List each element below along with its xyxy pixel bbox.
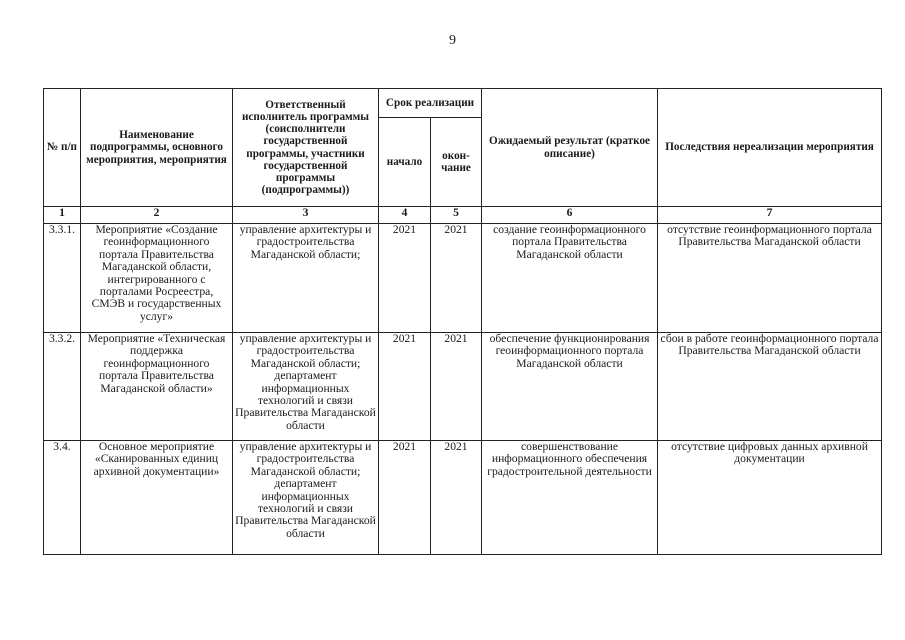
row-end: 2021 — [431, 224, 482, 333]
column-number: 2 — [81, 207, 233, 224]
table-row — [44, 333, 882, 441]
column-number: 5 — [431, 207, 482, 224]
header-col-end: окон-чание — [431, 118, 482, 207]
row-end: 2021 — [431, 333, 482, 441]
table-row — [44, 441, 882, 555]
column-number: 6 — [482, 207, 658, 224]
column-number: 3 — [233, 207, 379, 224]
header-col-number: № п/п — [44, 89, 81, 207]
row-result: обеспечение функционирования геоинформационного портала Магаданской области — [482, 333, 658, 441]
row-consequence: сбои в работе геоинформационного портала Правительства Магаданской области — [658, 333, 882, 441]
header-col-consequence: Последствия нереализации мероприятия — [658, 89, 882, 207]
row-start: 2021 — [379, 333, 431, 441]
row-name: Основное мероприятие «Сканированных единиц архивной документации» — [81, 441, 233, 555]
row-number: 3.3.1. — [44, 224, 81, 333]
row-start: 2021 — [379, 224, 431, 333]
column-number: 4 — [379, 207, 431, 224]
row-start: 2021 — [379, 441, 431, 555]
header-col-result: Ожидаемый результат (краткое описание) — [482, 89, 658, 207]
row-number: 3.4. — [44, 441, 81, 555]
row-result: создание геоинформационного портала Правительства Магаданской области — [482, 224, 658, 333]
header-col-name: Наименование подпрограммы, основного мероприятия, мероприятия — [81, 89, 233, 207]
column-number: 1 — [44, 207, 81, 224]
row-result: совершенствование информационного обеспечения градостроительной деятельности — [482, 441, 658, 555]
table-row — [44, 224, 882, 333]
page-number: 9 — [449, 33, 456, 48]
row-executor: управление архитектуры и градостроительства Магаданской области; — [233, 224, 379, 333]
row-name: Мероприятие «Техническая поддержка геоинформационного портала Правительства Магаданской области» — [81, 333, 233, 441]
header-col-period: Срок реализации — [379, 89, 482, 118]
row-consequence: отсутствие геоинформационного портала Правительства Магаданской области — [658, 224, 882, 333]
row-number: 3.3.2. — [44, 333, 81, 441]
measures-table — [43, 88, 882, 555]
header-row — [44, 89, 882, 118]
column-number: 7 — [658, 207, 882, 224]
row-end: 2021 — [431, 441, 482, 555]
row-executor: управление архитектуры и градостроительства Магаданской области; департамент информационных технологий и связи Правительства Магаданской области — [233, 333, 379, 441]
row-executor: управление архитектуры и градостроительства Магаданской области; департамент информационных технологий и связи Правительства Магаданской области — [233, 441, 379, 555]
row-name: Мероприятие «Создание геоинформационного портала Правительства Магаданской области, интегрированного с порталами Росреестра, СМЭВ и государственных услуг» — [81, 224, 233, 333]
row-consequence: отсутствие цифровых данных архивной документации — [658, 441, 882, 555]
column-numbers-row — [44, 207, 882, 224]
header-col-start: начало — [379, 118, 431, 207]
header-col-executor: Ответственный исполнитель программы (соисполнители государственной программы, участники государственной программы (подпрограммы)) — [233, 89, 379, 207]
